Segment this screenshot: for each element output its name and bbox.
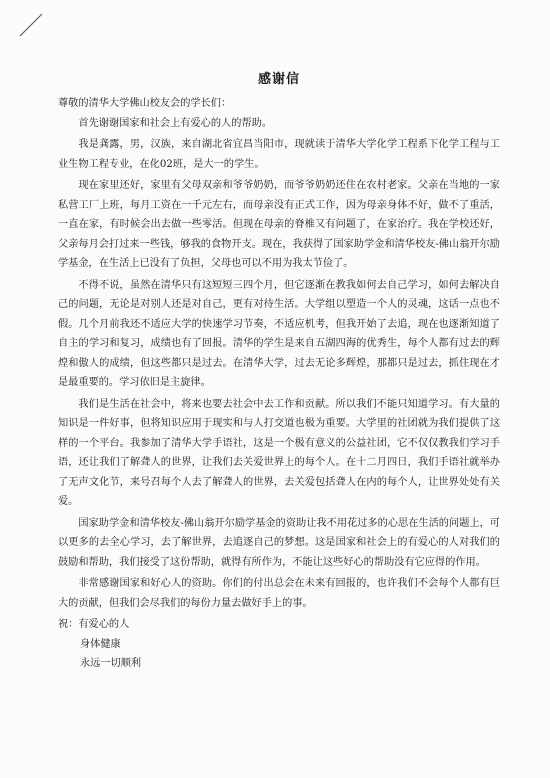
paragraph-study: 不得不说，虽然在清华只有这短短三四个月，但它逐渐在教我如何去自己学习，如何去解决自己的问题，无论是对别人还是对自己，更有对待生活。大学组以塑造一个人的灵魂，这话一点也不假。几个月前我还不适应大学的快速学习节奏，不适应机考，但我开始了去追，现在也逐渐知道了自主的学习和复习，成绩也有了回报。清华的学生是来自五湖四海的优秀生，每个人都有过去的辉煌和傲人的成绩，但这些都只是过去。在清华大学，过去无论多辉煌，那都只是过去，抓住现在才是最重要的。学习依旧是主旋律。 xyxy=(58,279,500,388)
paragraph-gratitude: 非常感谢国家和好心人的资助。你们的付出总会在未来有回报的，也许我们不会每个人都有巨大的贡献，但我们会尽我们的每份力量去做好手上的事。 xyxy=(58,578,500,609)
closing-smooth: 永远一切顺利 xyxy=(80,658,142,669)
letter-closing xyxy=(58,615,500,674)
pen-stroke-mark xyxy=(18,12,44,38)
closing-health: 身体健康 xyxy=(80,638,121,650)
paragraph-intro: 我是龚露，男，汉族，来自湖北省宜昌当阳市，现就读于清华大学化学工程系下化学工程与工业生物工程专业，在化02班，是大一的学生。 xyxy=(58,139,500,170)
letter-salutation: 尊敬的清华大学佛山校友会的学长们： xyxy=(58,98,232,109)
paragraph-family: 现在家里还好，家里有父母双亲和爷爷奶奶，而爷爷奶奶还住在农村老家。父亲在当地的一家私营工厂上班，每月工资在一千元左右，而母亲没有正式工作，因为母亲身体不好，做不了重活，一直在家，有时候会出去做一些零活。但现在母亲的脊椎又有问题了，在家治疗。我在学校还好，父亲每月会打过来一些钱，够我的食物开支。现在，我获得了国家助学金和清华校友-佛山翁开尔励学基金，在生活上已没有了负担，父母也可以不用为我太节俭了。 xyxy=(58,180,500,269)
paragraph-thanks: 首先谢谢国家和社会上有爱心的人的帮助。 xyxy=(78,117,272,129)
closing-wish: 祝：有爱心的人 xyxy=(58,619,130,630)
paragraph-funding: 国家助学金和清华校友-佛山翁开尔励学基金的资助让我不用花过多的心思在生活的问题上，可以更多的去全心学习，去了解世界，去追逐自己的梦想。这是国家和社会上的有爱心的人对我们的鼓励和帮助，我们接受了这份帮助，就得有所作为，不能让这些好心的帮助没有它应得的作用。 xyxy=(58,517,500,568)
paragraph-society: 我们是生活在社会中，将来也要去社会中去工作和贡献。所以我们不能只知道学习。有大量的知识是一件好事，但将知识应用于现实和与人打交道也极为重要。大学里的社团就为我们提供了这样的一个平台。我参加了清华大学手语社，这是一个极有意义的公益社团，它不仅仅教我们学习手语，还让我们了解聋人的世界，让我们去关爱世界上的每个人。在十二月四日，我们手语社就举办了无声文化节，来号召每个人去了解聋人的世界，去关爱包括聋人在内的每个人，让世界处处有关爱。 xyxy=(58,398,500,507)
letter-title: 感谢信 xyxy=(257,72,300,87)
